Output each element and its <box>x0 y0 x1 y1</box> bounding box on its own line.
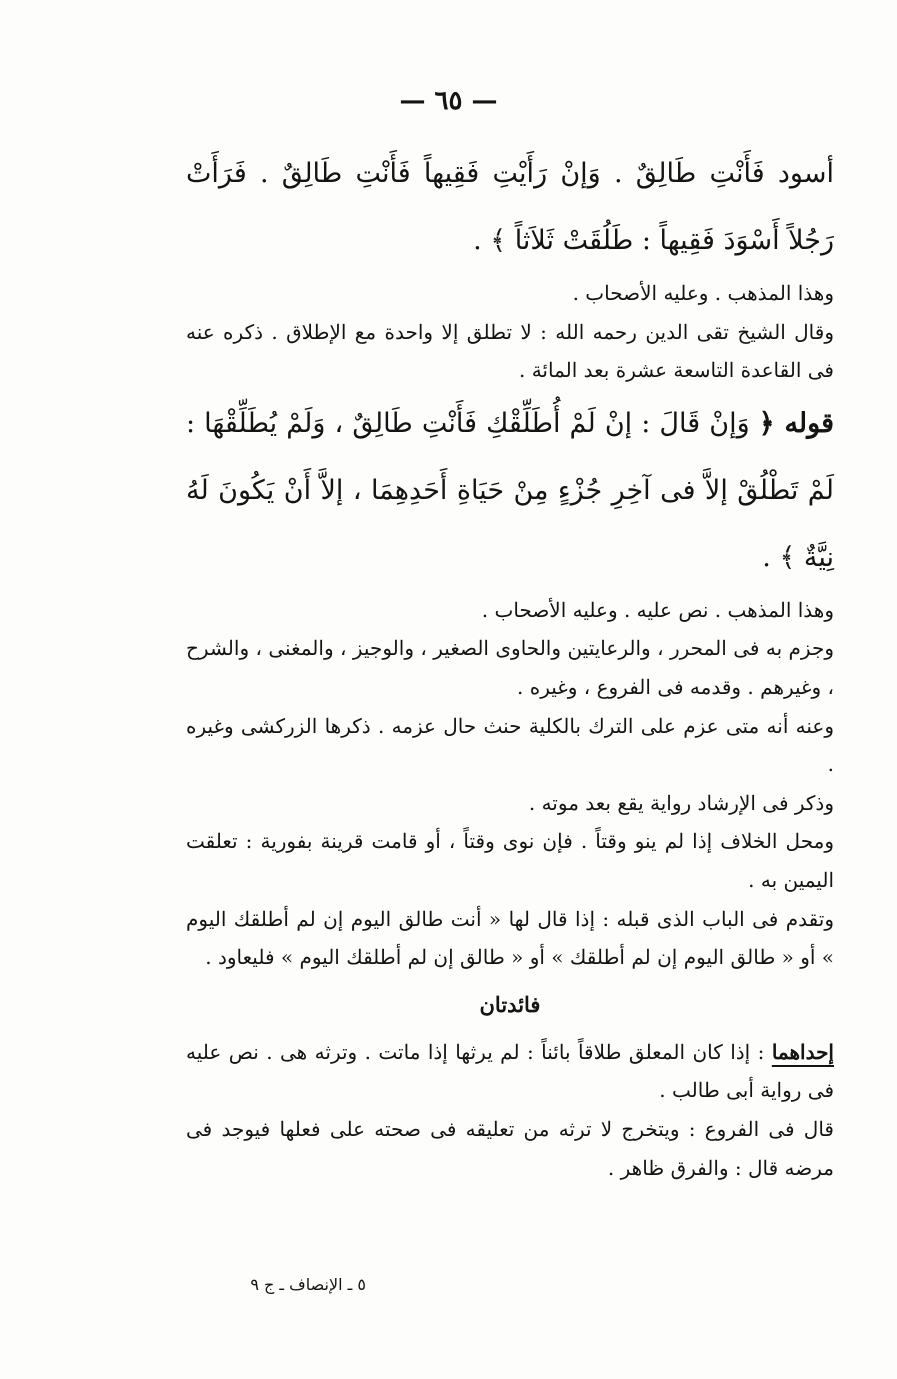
paragraph-text: وهذا المذهب . نص عليه . وعليه الأصحاب . <box>481 597 834 622</box>
paragraph-5 <box>186 591 834 630</box>
paragraph-10 <box>186 900 834 977</box>
paragraph-1 <box>186 140 834 274</box>
paragraph-text: أسود فَأَنْتِ طَالِقٌ . وَإنْ رَأَيْتِ فَقِيهاً فَأَنْتِ طَالِقٌ . فَرَأَتْ رَجُلاً أَسْوَدَ فَقِيهاً : طَلُقَتْ ثَلاَثاً ﴾ . <box>186 158 834 256</box>
paragraph-text: وعنه أنه متى عزم على الترك بالكلية حنث حال عزمه . ذكرها الزركشى وغيره . <box>186 713 834 777</box>
paragraph-text: وجزم به فى المحرر ، والرعايتين والحاوى الصغير ، والوجيز ، والمغنى ، والشرح ، وغيرهم . وقدمه فى الفروع ، وغيره . <box>186 636 834 699</box>
paragraph-lead: قوله ﴿ <box>758 407 834 439</box>
note-text: : إذا كان المعلق طلاقاً بائناً : لم يرثها إذا ماتت . وترثه هى . نص عليه فى رواية أبى طالب . <box>186 1039 834 1103</box>
paragraph-7 <box>186 707 834 784</box>
footer-signature: ٥ ـ الإنصاف ـ ج ٩ <box>250 1275 366 1294</box>
paragraph-text: وتقدم فى الباب الذى قبله : إذا قال لها « أنت طالق اليوم إن لم أطلقك اليوم » أو « طالق اليوم إن لم أطلقك » أو « طالق إن لم أطلقك اليوم » فليعاود . <box>186 906 834 970</box>
note-text: قال فى الفروع : ويتخرج لا ترثه من تعليقه فى صحته على فعلها فيوجد فى مرضه قال : والفرق ظاهر . <box>186 1116 834 1180</box>
paragraph-4 <box>186 390 834 591</box>
paragraph-6 <box>186 629 834 706</box>
note-lead: إحداهما <box>771 1039 834 1064</box>
paragraph-2 <box>186 274 834 313</box>
paragraph-text: وذكر فى الإرشاد رواية يقع بعد موته . <box>528 790 834 815</box>
paragraph-8 <box>186 784 834 823</box>
paragraph-text: وهذا المذهب . وعليه الأصحاب . <box>572 281 834 305</box>
paragraph-text: وقال الشيخ تقى الدين رحمه الله : لا تطلق إلا واحدة مع الإطلاق . ذكره عنه فى القاعدة التاسعة عشرة بعد المائة . <box>186 319 834 383</box>
paragraph-3 <box>186 313 834 390</box>
page-number: — ٦٥ — <box>399 86 498 116</box>
body-text <box>186 140 834 1187</box>
paragraph-text: وَإنْ قَالَ : إنْ لَمْ أُطَلِّقْكِ فَأَنْتِ طَالِقٌ ، وَلَمْ يُطَلِّقْهَا : لَمْ تَطْلُقْ إلاَّ فى آخِرِ جُزْءٍ مِنْ حَيَاةِ أَحَدِهِمَا ، إلاَّ أَنْ يَكُونَ لَهُ نِيَّةٌ ﴾ . <box>186 407 834 573</box>
note-2 <box>186 1110 834 1187</box>
section-heading: فائدتان <box>479 991 541 1017</box>
paragraph-9 <box>186 822 834 899</box>
paragraph-text: ومحل الخلاف إذا لم ينو وقتاً . فإن نوى وقتاً ، أو قامت قرينة بفورية : تعلقت اليمين به . <box>186 829 834 892</box>
note-1 <box>186 1033 834 1110</box>
